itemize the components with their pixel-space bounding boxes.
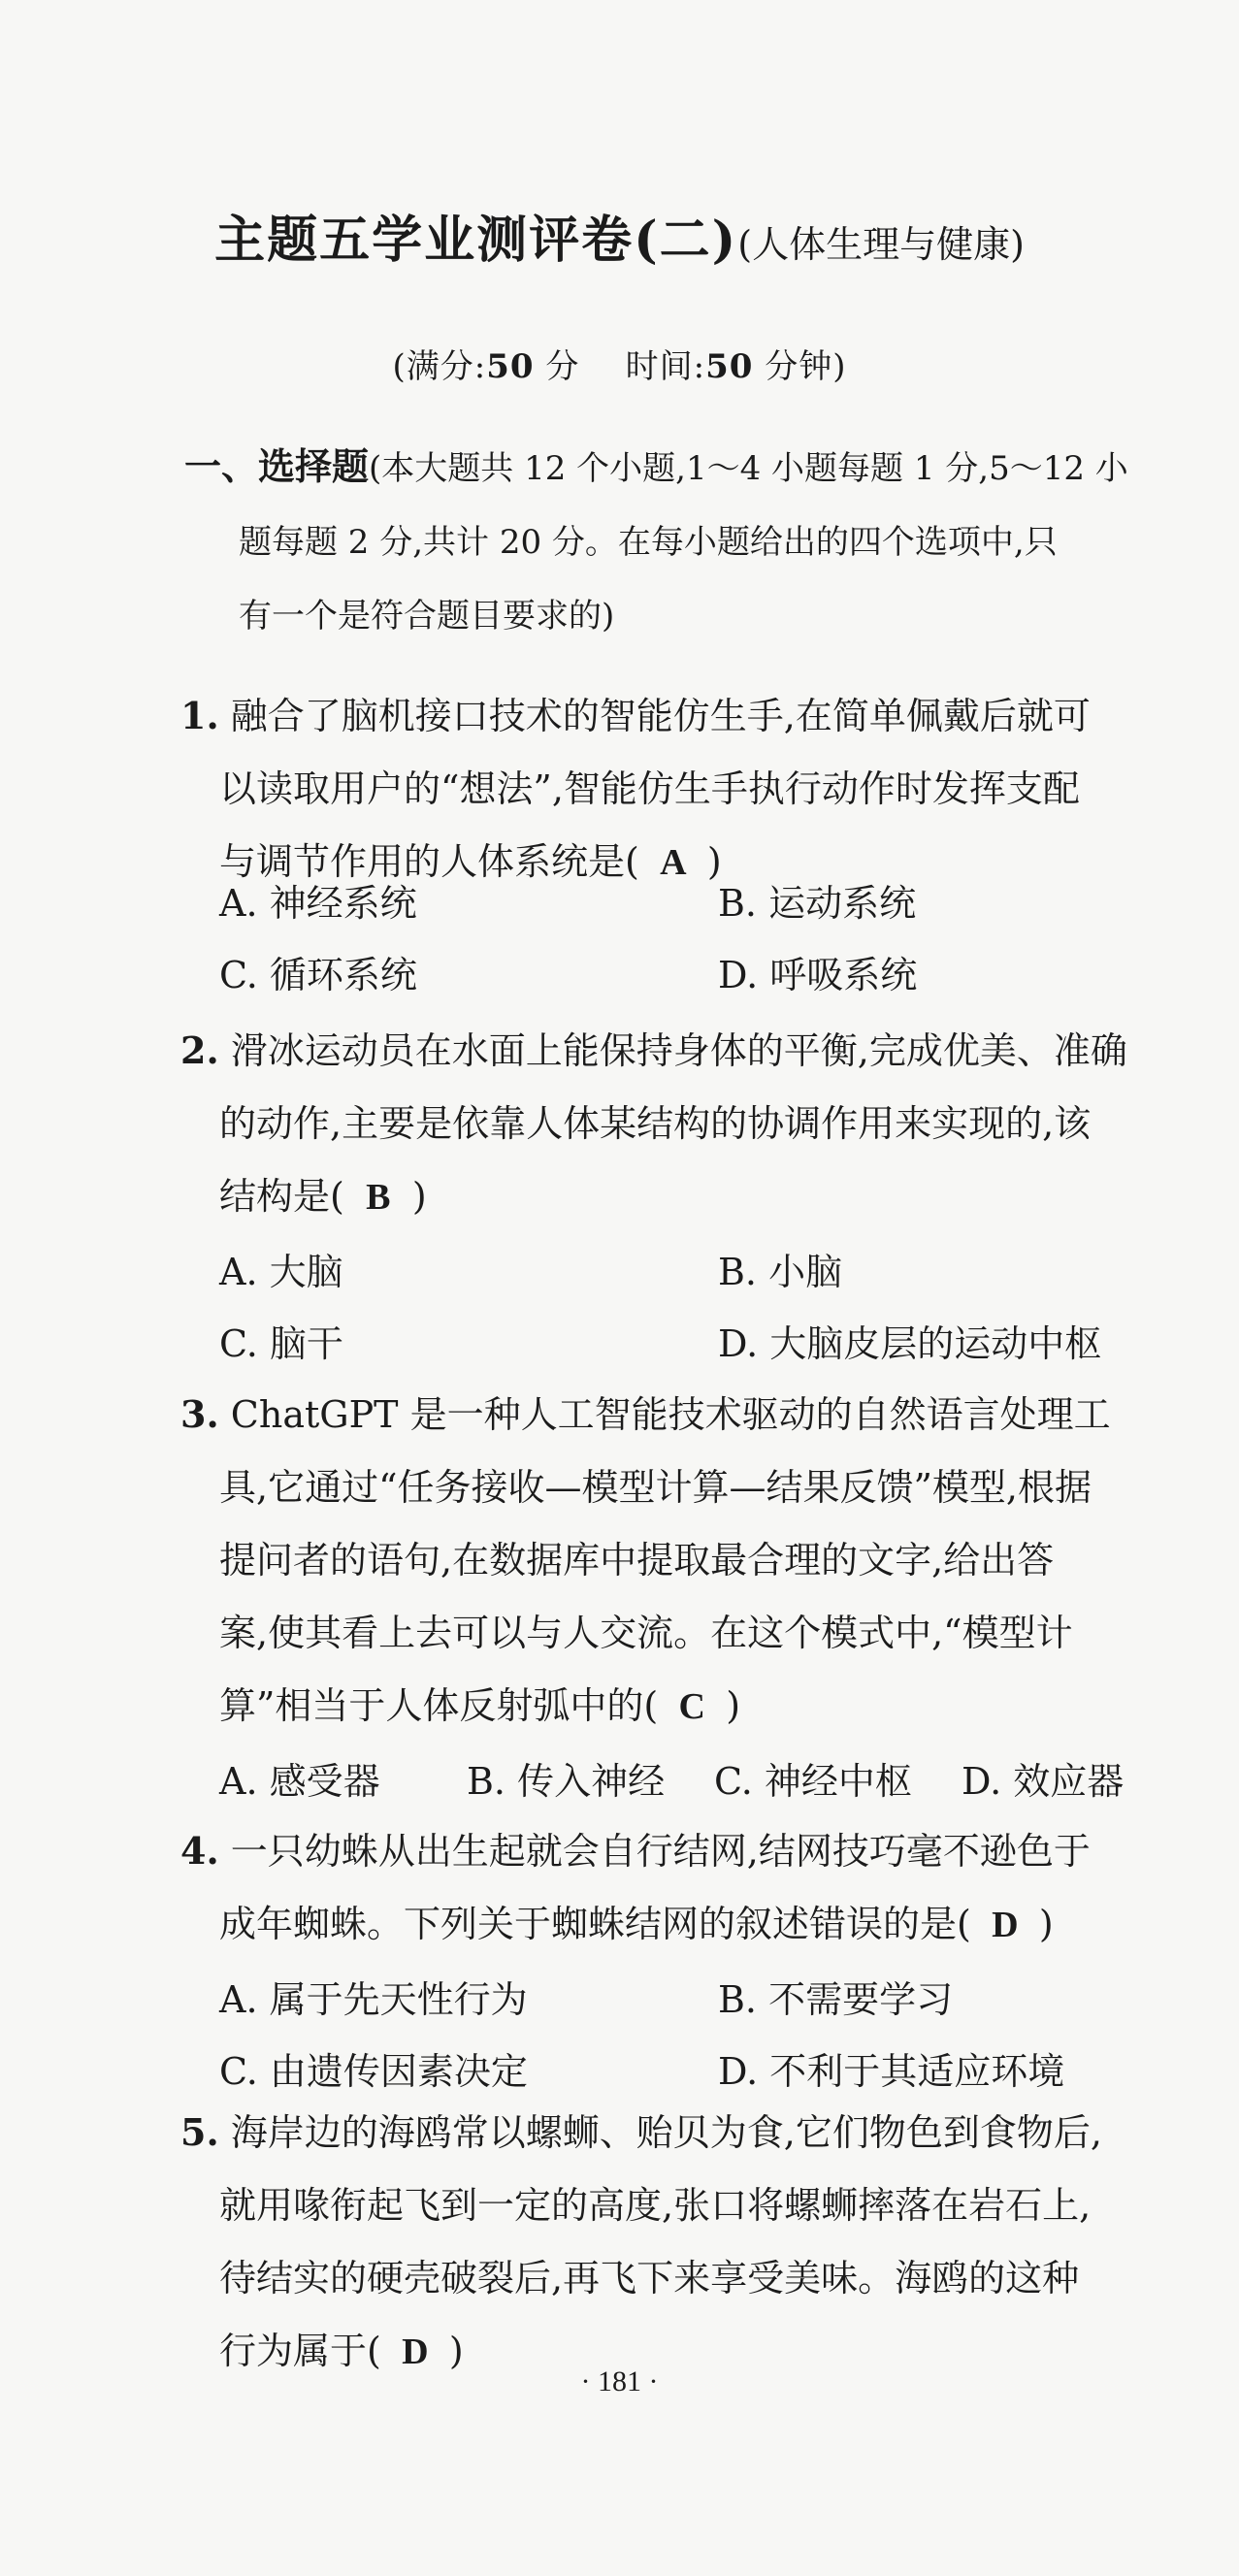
option-b: B. 运动系统 [718, 882, 917, 925]
section-heading: 一、选择题 [184, 444, 370, 488]
question-line: 行为属于( [219, 2330, 381, 2372]
page-number: · 181 · [580, 2365, 659, 2397]
time-unit: 分钟) [765, 347, 847, 386]
question-line: 案,使其看上去可以与人交流。在这个模式中,“模型计 [219, 1612, 1073, 1654]
answer-close: ) [448, 2330, 464, 2372]
question-4 [180, 1814, 1170, 1962]
title-main: 主题五学业测评卷(二) [214, 211, 738, 270]
page-title [0, 199, 1239, 272]
instruction-line-1: (本大题共 12 个小题,1～4 小题每题 1 分,5～12 小 [369, 449, 1128, 488]
title-subtitle: (人体生理与健康) [737, 223, 1025, 266]
time-label: 时间: [625, 347, 706, 386]
question-2 [180, 1014, 1170, 1234]
option-b: B. 不需要学习 [718, 1978, 954, 2021]
score-label: (满分: [392, 347, 487, 386]
answer-mark: A [660, 842, 687, 883]
question-line: 成年蜘蛛。下列关于蜘蛛结网的叙述错误的是( [219, 1903, 971, 1945]
question-line: 以读取用户的“想法”,智能仿生手执行动作时发挥支配 [219, 767, 1080, 810]
instruction-line-2: 题每题 2 分,共计 20 分。在每小题给出的四个选项中,只 [239, 523, 1058, 562]
option-a: A. 大脑 [219, 1251, 343, 1293]
option-c: C. 神经中枢 [714, 1760, 912, 1803]
option-d: D. 呼吸系统 [718, 954, 918, 996]
question-1 [180, 679, 1170, 899]
question-line: 海岸边的海鸥常以螺蛳、贻贝为食,它们物色到食物后, [230, 2111, 1102, 2154]
question-line: 的动作,主要是依靠人体某结构的协调作用来实现的,该 [219, 1102, 1092, 1145]
score-unit: 分 [545, 347, 580, 386]
question-number: 3. [180, 1392, 219, 1436]
answer-mark: D [992, 1905, 1019, 1945]
answer-mark: C [678, 1686, 705, 1727]
question-line: 结构是( [219, 1175, 344, 1218]
option-b: B. 传入神经 [467, 1760, 666, 1803]
section-instructions [184, 430, 1174, 653]
question-number: 5. [180, 2110, 219, 2154]
question-number: 1. [180, 694, 219, 737]
question-line: 融合了脑机接口技术的智能仿生手,在简单佩戴后就可 [230, 695, 1091, 737]
option-d: D. 大脑皮层的运动中枢 [718, 1322, 1102, 1365]
option-a: A. 感受器 [219, 1760, 380, 1803]
answer-close: ) [726, 1684, 741, 1727]
question-3 [180, 1378, 1170, 1744]
question-number: 4. [180, 1829, 219, 1873]
question-line: 提问者的语句,在数据库中提取最合理的文字,给出答 [219, 1539, 1055, 1581]
question-line: 滑冰运动员在水面上能保持身体的平衡,完成优美、准确 [230, 1029, 1127, 1072]
option-c: C. 由遗传因素决定 [219, 2050, 528, 2093]
question-line: ChatGPT 是一种人工智能技术驱动的自然语言处理工 [230, 1393, 1111, 1436]
option-c: C. 脑干 [219, 1322, 343, 1365]
answer-close: ) [411, 1175, 427, 1218]
question-number: 2. [180, 1028, 219, 1072]
exam-meta [0, 340, 1239, 387]
question-line: 待结实的硬壳破裂后,再飞下来享受美味。海鸥的这种 [219, 2257, 1080, 2299]
question-line: 具,它通过“任务接收—模型计算—结果反馈”模型,根据 [219, 1466, 1092, 1509]
instruction-line-3: 有一个是符合题目要求的) [239, 597, 615, 636]
option-b: B. 小脑 [718, 1251, 843, 1293]
question-line: 算”相当于人体反射弧中的( [219, 1684, 659, 1727]
option-a: A. 属于先天性行为 [219, 1978, 528, 2021]
option-a: A. 神经系统 [219, 882, 417, 925]
question-line: 一只幼蛛从出生起就会自行结网,结网技巧毫不逊色于 [230, 1830, 1091, 1873]
question-line: 与调节作用的人体系统是( [219, 840, 639, 883]
time-value: 50 [705, 347, 754, 386]
answer-close: ) [706, 840, 722, 883]
question-line: 就用喙衔起飞到一定的高度,张口将螺蛳摔落在岩石上, [219, 2184, 1092, 2227]
question-5 [180, 2096, 1170, 2389]
option-c: C. 循环系统 [219, 954, 417, 996]
option-d: D. 不利于其适应环境 [718, 2050, 1065, 2093]
score-value: 50 [486, 347, 535, 386]
answer-mark: B [366, 1177, 391, 1218]
answer-mark: D [402, 2331, 429, 2372]
option-d: D. 效应器 [962, 1760, 1125, 1803]
answer-close: ) [1038, 1903, 1054, 1945]
